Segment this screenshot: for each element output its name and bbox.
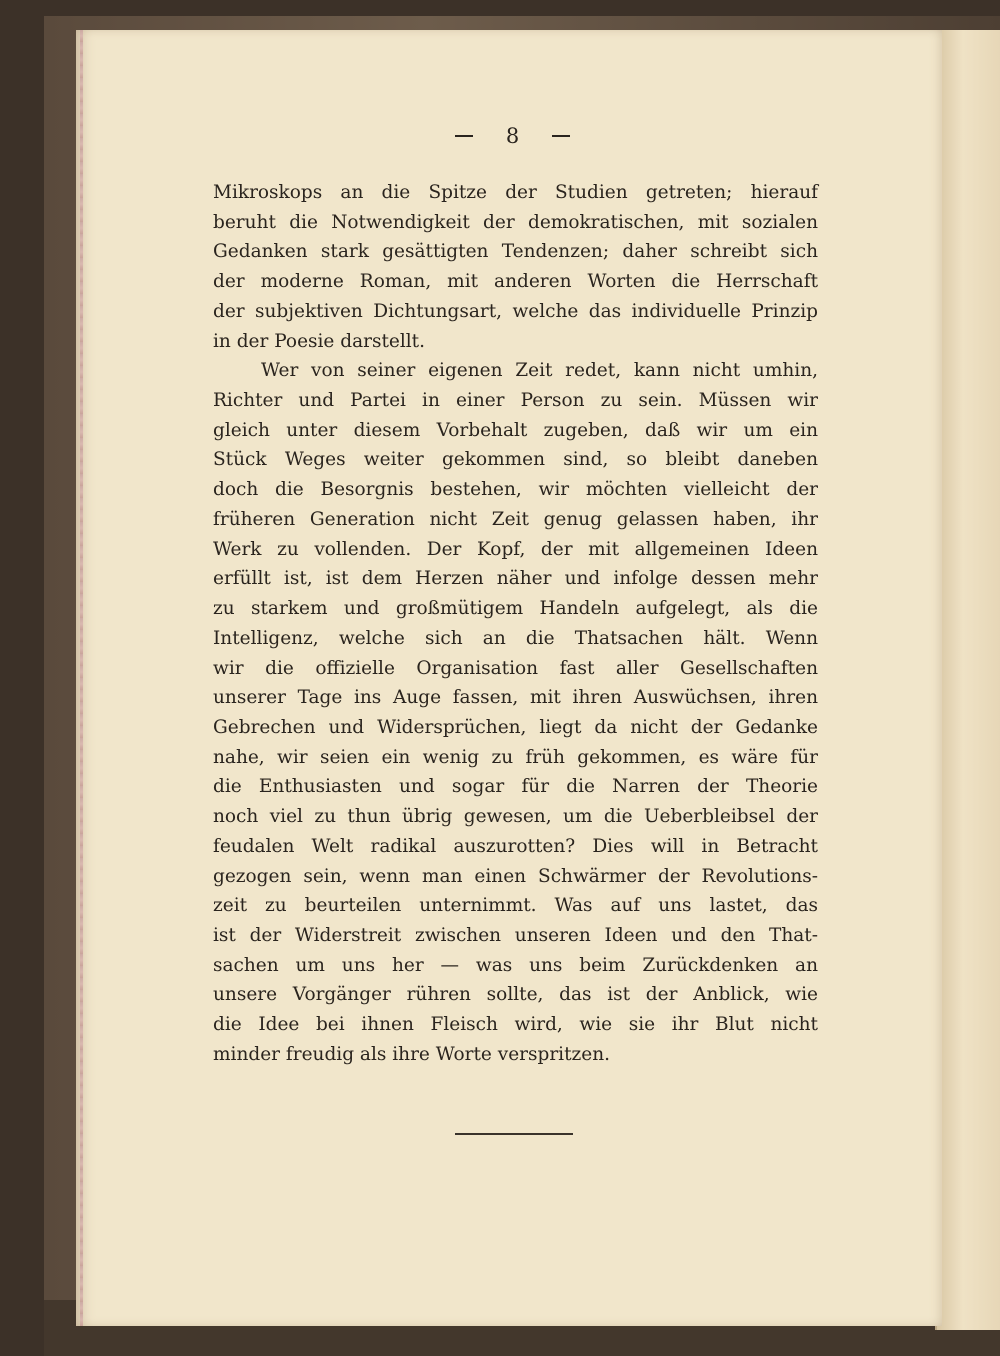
section-divider [455, 1133, 573, 1135]
page-number: 8 [505, 124, 520, 148]
text-line: unserer Tage ins Auge fassen, mit ihren Auswüchsen, ihren [213, 687, 818, 709]
text-line: Werk zu vollenden. Der Kopf, der mit allgemeinen Ideen [213, 538, 818, 560]
text-line: nahe, wir seien ein wenig zu früh gekommen, es wäre für [213, 746, 818, 768]
text-line: der subjektiven Dichtungsart, welche das individuelle Prinzip [213, 300, 818, 322]
body-text [213, 178, 818, 1070]
text-line: ist der Widerstreit zwischen unseren Ideen und den That- [213, 924, 818, 946]
header-dash-left [455, 135, 473, 137]
header-dash-right [552, 135, 570, 137]
text-line: sachen um uns her — was uns beim Zurückdenken an [213, 954, 818, 976]
page-number-header [455, 124, 570, 148]
text-line: zeit zu beurteilen unternimmt. Was auf uns lastet, das [213, 895, 818, 917]
text-line: Richter und Partei in einer Person zu sein. Müssen wir [213, 390, 818, 412]
text-line: gezogen sein, wenn man einen Schwärmer der Revolutions- [213, 865, 818, 887]
text-line: beruht die Notwendigkeit der demokratischen, mit sozialen [213, 211, 818, 233]
text-line: Gebrechen und Widersprüchen, liegt da nicht der Gedanke [213, 716, 818, 738]
text-line: gleich unter diesem Vorbehalt zugeben, daß wir um ein [213, 419, 818, 441]
text-line: Mikroskops an die Spitze der Studien getreten; hierauf [213, 182, 818, 203]
text-line: feudalen Welt radikal auszurotten? Dies will in Betracht [213, 835, 818, 857]
text-line: minder freudig als ihre Worte verspritzen. [213, 1043, 611, 1065]
text-line: erfüllt ist, ist dem Herzen näher und infolge dessen mehr [213, 568, 818, 590]
text-line: Gedanken stark gesättigten Tendenzen; daher schreibt sich [213, 241, 818, 263]
next-page-edge [935, 30, 1000, 1330]
text-line: unsere Vorgänger rühren sollte, das ist der Anblick, wie [213, 984, 818, 1006]
text-line: Stück Weges weiter gekommen sind, so bleibt daneben [213, 449, 818, 471]
text-line: noch viel zu thun übrig gewesen, um die Ueberbleibsel der [213, 806, 818, 828]
text-line: Intelligenz, welche sich an die Thatsachen hält. Wenn [213, 627, 818, 649]
text-line: Wer von seiner eigenen Zeit redet, kann nicht umhin, [261, 360, 818, 382]
page-gutter [80, 30, 83, 1326]
text-line: die Idee bei ihnen Fleisch wird, wie sie ihr Blut nicht [213, 1014, 818, 1036]
text-line: wir die offizielle Organisation fast aller Gesellschaften [213, 657, 818, 679]
text-line: doch die Besorgnis bestehen, wir möchten vielleicht der [213, 479, 818, 501]
text-line: die Enthusiasten und sogar für die Narren der Theorie [213, 776, 818, 798]
text-line: der moderne Roman, mit anderen Worten die Herrschaft [213, 271, 818, 293]
text-line: früheren Generation nicht Zeit genug gelassen haben, ihr [213, 508, 818, 530]
text-line: in der Poesie darstellt. [213, 330, 425, 352]
text-line: zu starkem und großmütigem Handeln aufgelegt, als die [213, 598, 818, 620]
